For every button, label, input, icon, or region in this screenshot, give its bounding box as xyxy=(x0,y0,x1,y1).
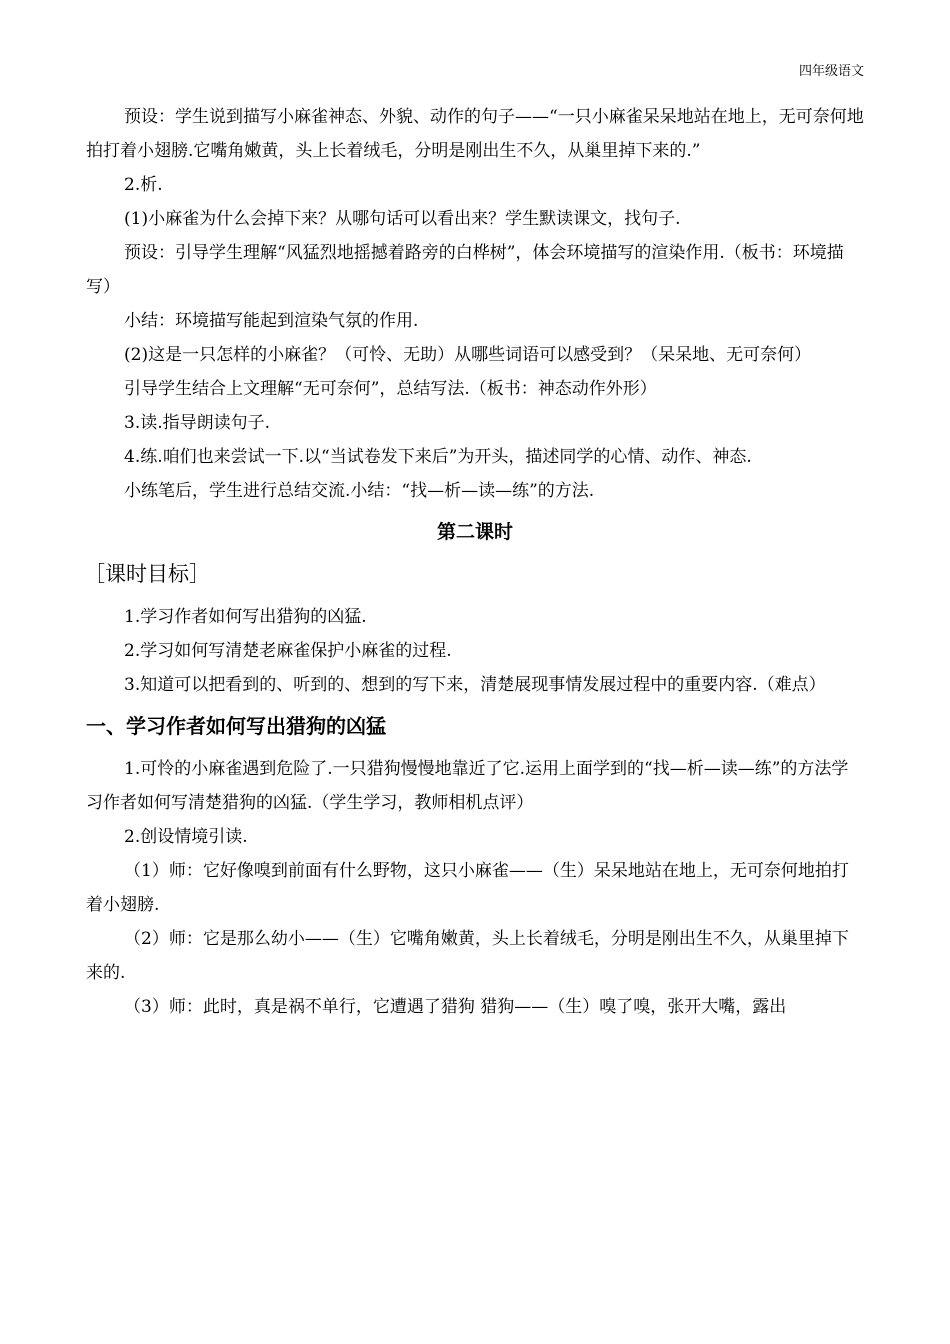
paragraph: (2)这是一只怎样的小麻雀？（可怜、无助）从哪些词语可以感受到？（呆呆地、无可奈何） xyxy=(124,345,812,365)
target-item: 3.知道可以把看到的、听到的、想到的写下来，清楚展现事情发展过程中的重要内容.（难点） xyxy=(124,675,826,695)
target-item: 2.学习如何写清楚老麻雀保护小麻雀的过程. xyxy=(124,641,452,661)
paragraph: 2.析. xyxy=(124,175,163,195)
paragraph: 2.创设情境引读. xyxy=(124,827,248,847)
paragraph: 1.可怜的小麻雀遇到危险了.一只猎狗慢慢地靠近了它.运用上面学到的“找—析—读—练”的方法学习作者如何写清楚猎狗的凶猛.（学生学习，教师相机点评） xyxy=(86,759,849,813)
paragraph: （3）师：此时，真是祸不单行，它遭遇了猎狗 猎狗——（生）嗅了嗅，张开大嘴，露出 xyxy=(124,997,787,1017)
paragraph: 预设：引导学生理解“风猛烈地摇撼着路旁的白桦树”，体会环境描写的渲染作用.（板书：环境描写） xyxy=(86,243,844,297)
paragraph: 预设：学生说到描写小麻雀神态、外貌、动作的句子——“一只小麻雀呆呆地站在地上，无可奈何地拍打着小翅膀.它嘴角嫩黄，头上长着绒毛，分明是刚出生不久，从巢里掉下来的.” xyxy=(86,107,864,161)
page-content xyxy=(86,100,864,1024)
paragraph: 小练笔后，学生进行总结交流.小结：“找—析—读—练”的方法. xyxy=(124,481,595,501)
paragraph: 3.读.指导朗读句子. xyxy=(124,413,271,433)
paragraph: （1）师：它好像嗅到前面有什么野物，这只小麻雀——（生）呆呆地站在地上，无可奈何地拍打着小翅膀. xyxy=(86,861,849,915)
section-heading: 一、学习作者如何写出猎狗的凶猛 xyxy=(86,714,386,738)
paragraph: 引导学生结合上文理解“无可奈何”，总结写法.（板书：神态动作外形） xyxy=(124,379,657,399)
paragraph: 小结：环境描写能起到渲染气氛的作用. xyxy=(124,311,419,331)
page-header-subject: 四年级语文 xyxy=(798,64,864,79)
paragraph: （2）师：它是那么幼小——（生）它嘴角嫩黄，头上长着绒毛，分明是刚出生不久，从巢里掉下来的. xyxy=(86,929,849,983)
paragraph: (1)小麻雀为什么会掉下来？从哪句话可以看出来？学生默读课文，找句子. xyxy=(124,209,681,229)
lesson-title: 第二课时 xyxy=(436,521,513,543)
target-item: 1.学习作者如何写出猎狗的凶猛. xyxy=(124,607,367,627)
paragraph: 4.练.咱们也来尝试一下.以“当试卷发下来后”为开头，描述同学的心情、动作、神态. xyxy=(124,447,752,467)
lesson-target-heading: ［课时目标］ xyxy=(84,562,210,586)
